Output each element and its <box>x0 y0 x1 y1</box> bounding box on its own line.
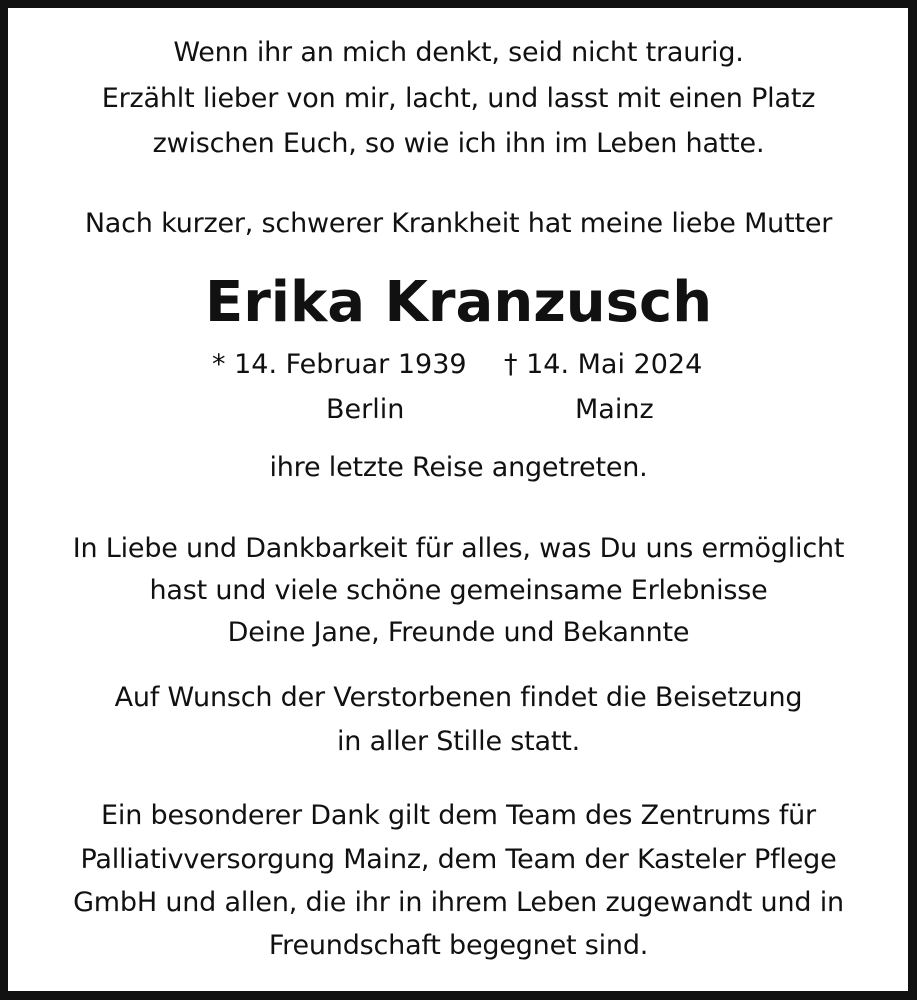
intro-text: Nach kurzer, schwerer Krankheit hat meine liebe Mutter <box>84 208 833 239</box>
burial-line-2: in aller Stille statt. <box>336 726 581 757</box>
thanks-line-1: Ein besonderer Dank gilt dem Team des Zentrums für <box>101 800 816 831</box>
thanks-line-3: GmbH und allen, die ihr in ihrem Leben zugewandt und in <box>73 887 844 918</box>
birth-place: Berlin <box>326 394 405 425</box>
death-place: Mainz <box>575 394 654 425</box>
death-date: † 14. Mai 2024 <box>504 349 703 380</box>
journey-text: ihre letzte Reise angetreten. <box>269 452 648 483</box>
thanks-line-2: Palliativversorgung Mainz, dem Team der Kasteler Pflege <box>80 844 837 875</box>
birth-date: * 14. Februar 1939 <box>212 349 467 380</box>
deceased-name: Erika Kranzusch <box>204 270 713 335</box>
mourners-signature: Deine Jane, Freunde und Bekannte <box>227 617 690 648</box>
gratitude-line-1: In Liebe und Dankbarkeit für alles, was Du uns ermöglicht <box>72 533 845 564</box>
burial-line-1: Auf Wunsch der Verstorbenen findet die Beisetzung <box>114 682 803 713</box>
poem-line-3: zwischen Euch, so wie ich ihn im Leben hatte. <box>152 128 765 159</box>
thanks-line-4: Freundschaft begegnet sind. <box>268 930 649 961</box>
gratitude-line-2: hast und viele schöne gemeinsame Erlebnisse <box>149 575 768 606</box>
poem-line-2: Erzählt lieber von mir, lacht, und lasst mit einen Platz <box>101 83 816 114</box>
poem-line-1: Wenn ihr an mich denkt, seid nicht traurig. <box>173 37 744 68</box>
